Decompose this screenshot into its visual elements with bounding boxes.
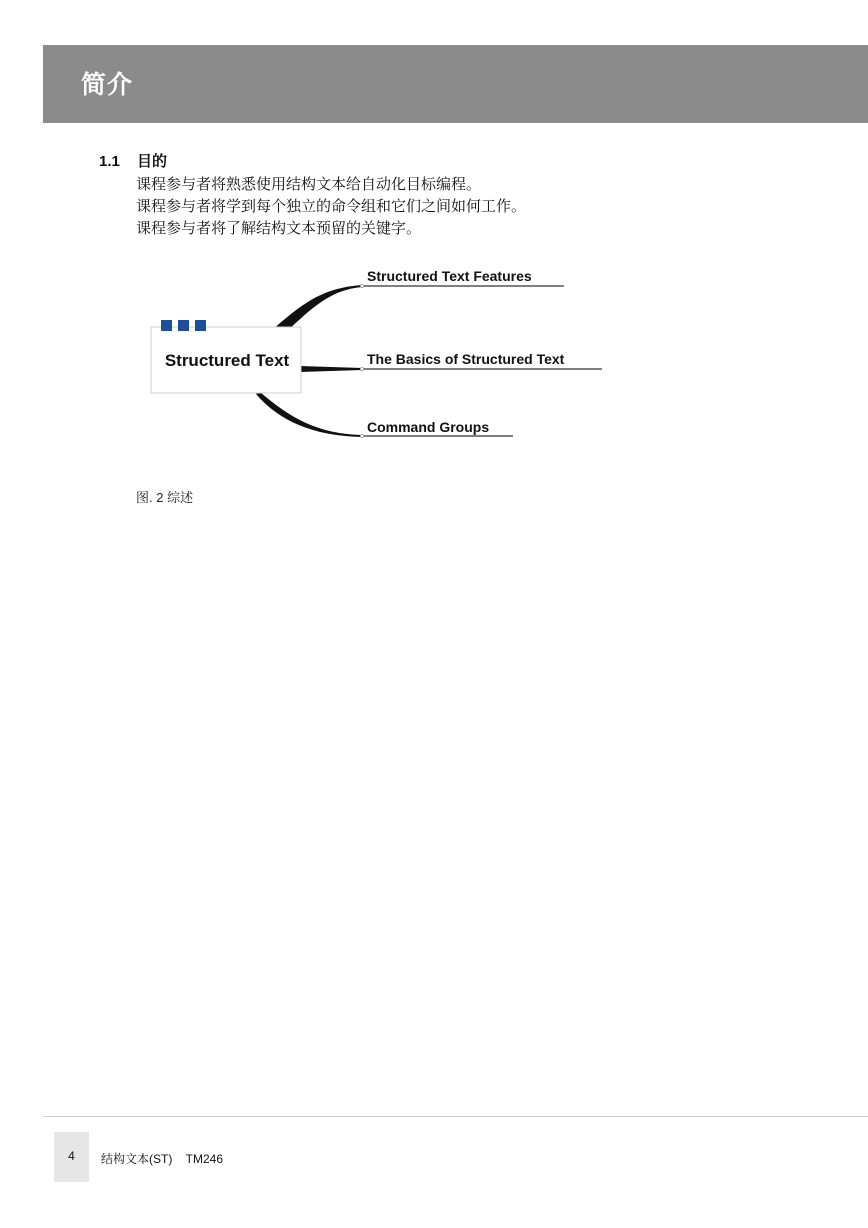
- section-number: 1.1: [99, 153, 120, 170]
- connector-middle: [300, 366, 362, 372]
- accent-square-icon: [195, 320, 206, 331]
- connector-top: [272, 285, 362, 332]
- section-title: 目的: [137, 153, 168, 170]
- figure-caption: 图. 2 综述: [136, 490, 194, 505]
- page-number-box: [54, 1132, 89, 1182]
- branch-label-command-groups: Command Groups: [367, 419, 490, 435]
- mindmap-diagram: [140, 258, 610, 458]
- accent-square-icon: [161, 320, 172, 331]
- footer-divider: [43, 1116, 868, 1117]
- branch-label-basics: The Basics of Structured Text: [367, 351, 565, 367]
- branch-node-middle: [360, 367, 363, 370]
- accent-square-icon: [178, 320, 189, 331]
- chapter-title: 简介: [81, 71, 134, 99]
- branch-node-top: [360, 284, 363, 287]
- objective-item: 课程参与者将学到每个独立的命令组和它们之间如何工作。: [136, 198, 527, 215]
- connector-bottom: [256, 392, 362, 437]
- branch-label-features: Structured Text Features: [367, 268, 532, 284]
- section-heading: [99, 150, 167, 171]
- objective-item: 课程参与者将熟悉使用结构文本给自动化目标编程。: [136, 176, 482, 193]
- central-topic-label: Structured Text: [164, 351, 290, 370]
- chapter-banner: [43, 45, 868, 123]
- page-number: 4: [68, 1149, 75, 1163]
- objectives-list: [136, 174, 526, 240]
- footer-document-title: 结构文本(ST) TM246: [101, 1152, 224, 1166]
- branch-node-bottom: [360, 434, 363, 437]
- objective-item: 课程参与者将了解结构文本预留的关键字。: [136, 220, 422, 237]
- mindmap-figure: [140, 258, 610, 458]
